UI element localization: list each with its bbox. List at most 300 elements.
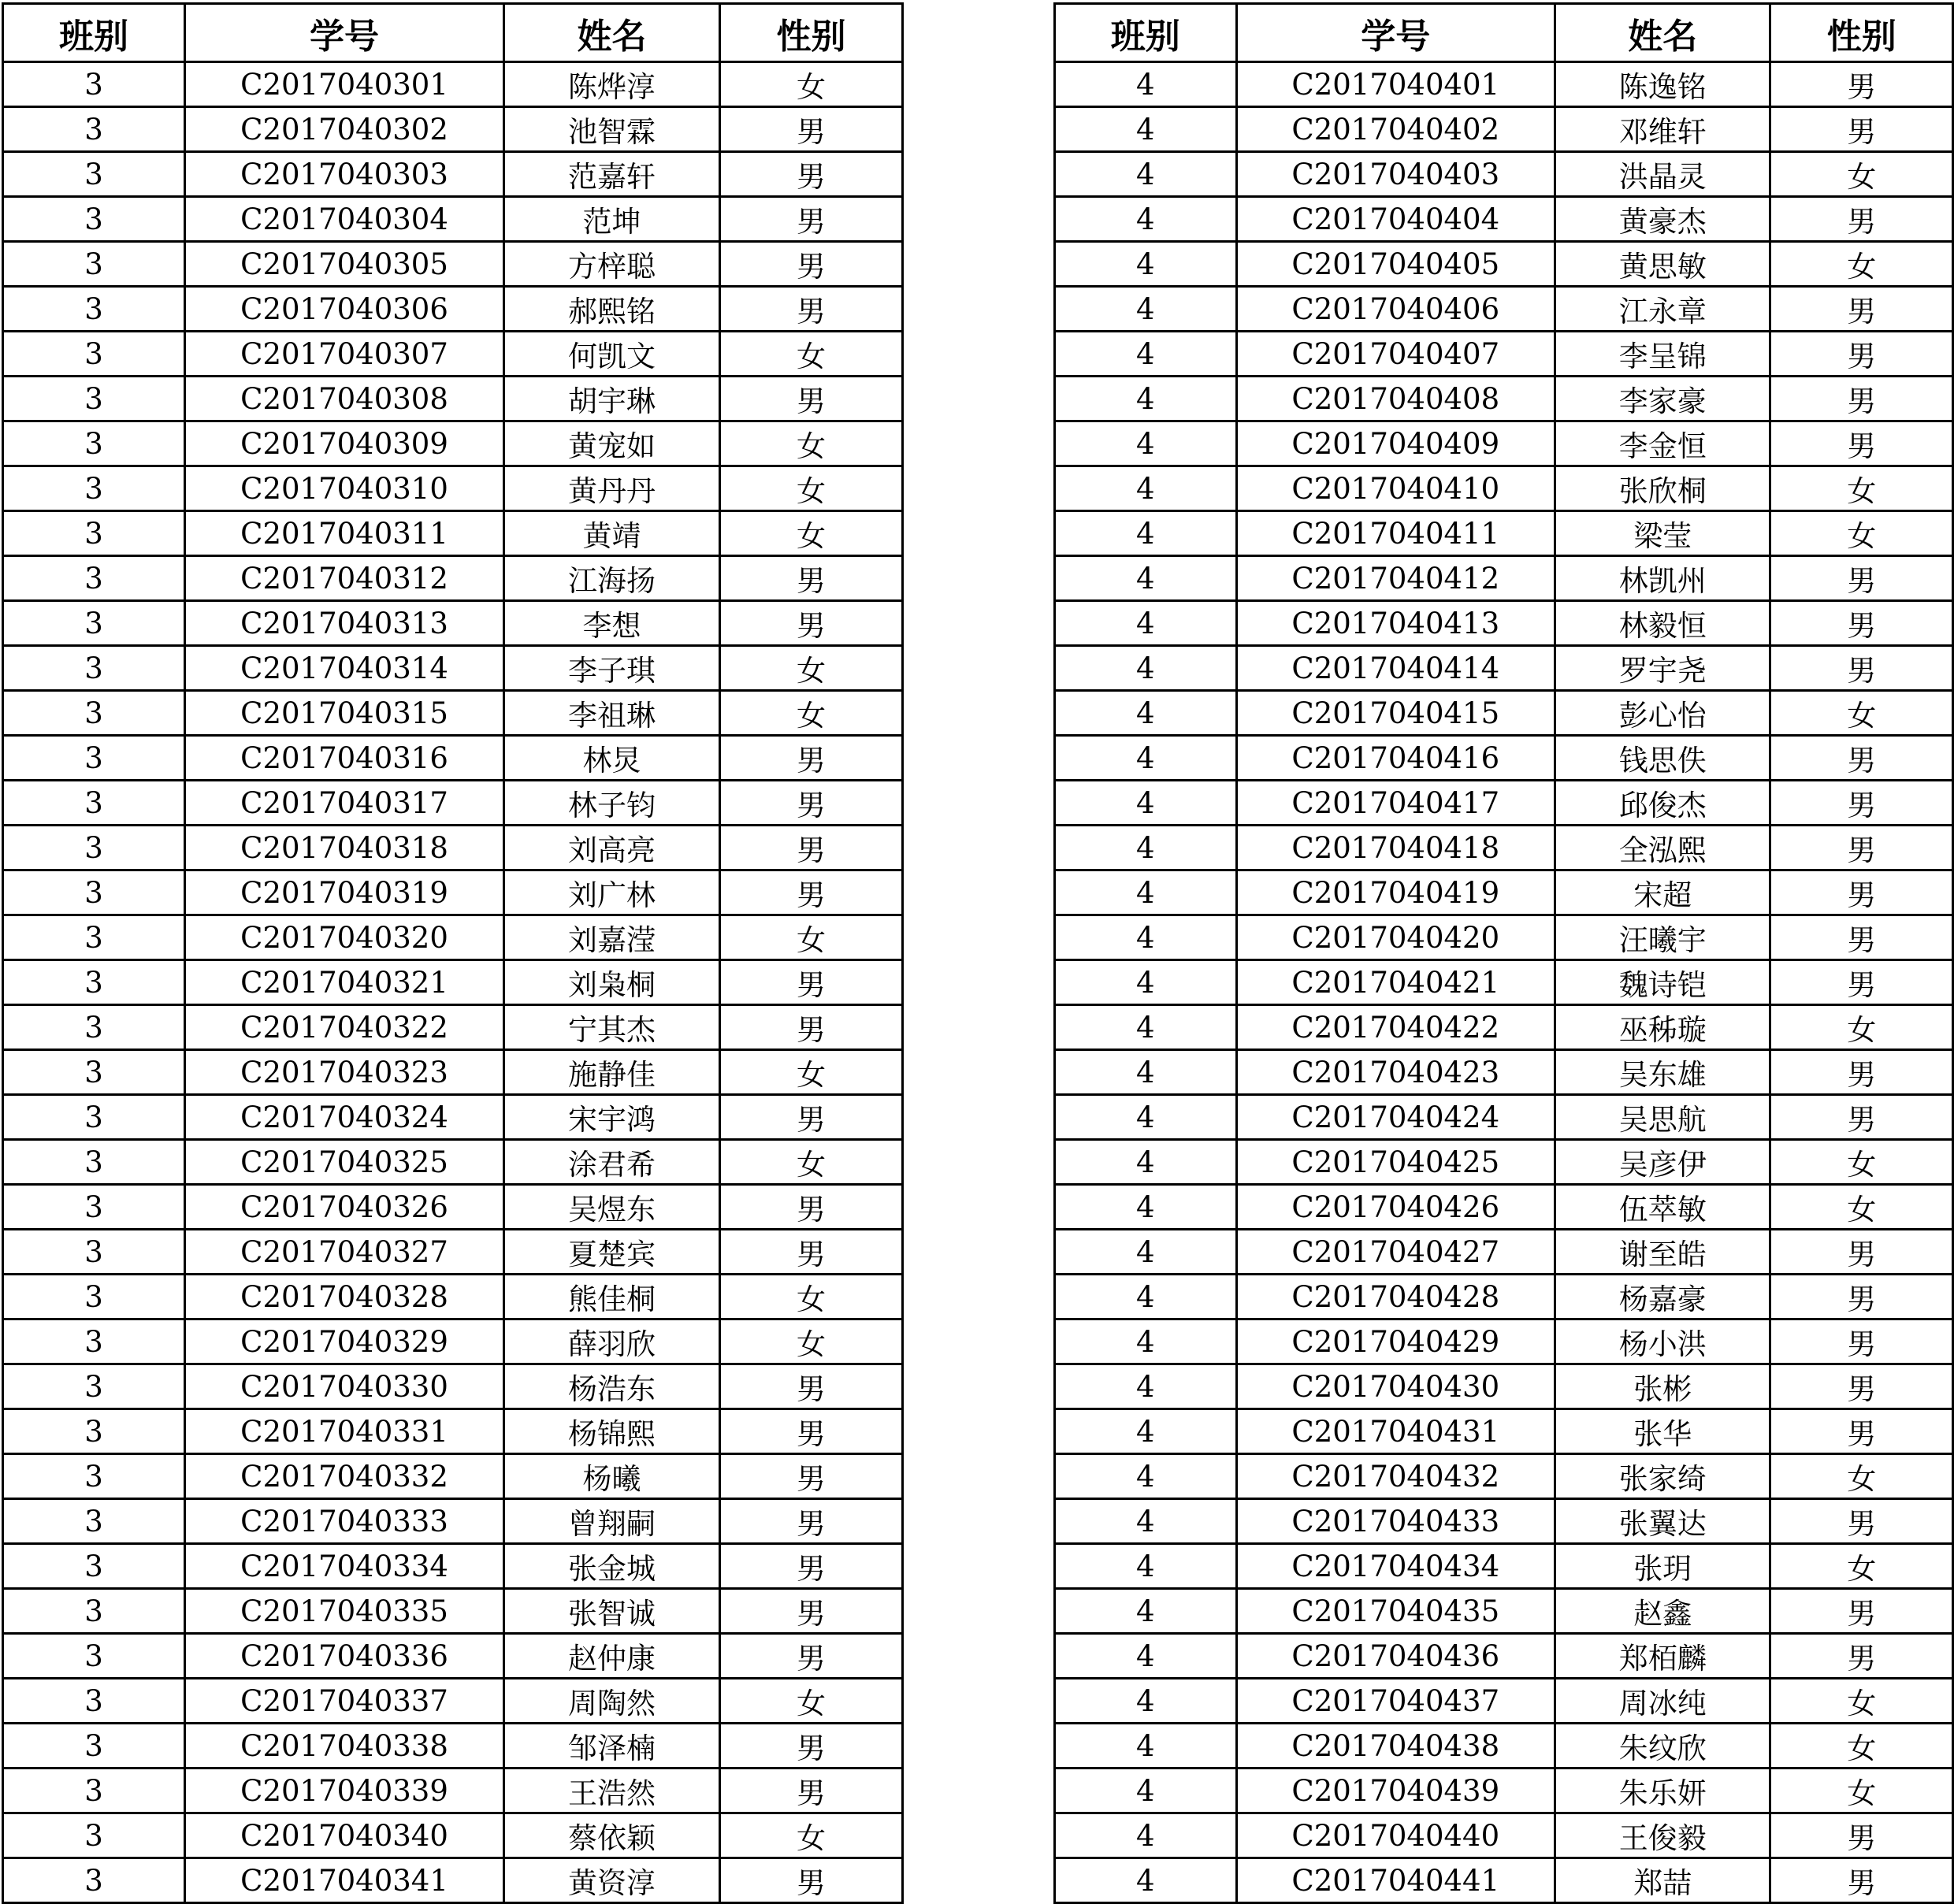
- student-id-cell: C2017040421: [1236, 960, 1555, 1005]
- name-cell: 魏诗铠: [1555, 960, 1770, 1005]
- name-cell: 李家豪: [1555, 377, 1770, 421]
- student-id-cell: C2017040305: [185, 242, 504, 287]
- table-row: [1055, 1095, 1953, 1140]
- table-row: [3, 1544, 903, 1589]
- name-cell: 施静佳: [504, 1050, 720, 1095]
- table-row: [1055, 1679, 1953, 1724]
- class-cell: 3: [3, 332, 185, 377]
- class-cell: 3: [3, 107, 185, 152]
- table-row: [3, 646, 903, 691]
- table-row: [3, 1050, 903, 1095]
- gender-cell: 男: [1770, 870, 1953, 915]
- gender-cell: 女: [720, 1813, 903, 1858]
- class-cell: 3: [3, 1589, 185, 1634]
- class-cell: 4: [1055, 287, 1237, 332]
- name-cell: 全泓熙: [1555, 826, 1770, 870]
- table-row: [1055, 1499, 1953, 1544]
- table-row: [1055, 1409, 1953, 1454]
- student-id-cell: C2017040316: [185, 736, 504, 781]
- name-cell: 郑喆: [1555, 1858, 1770, 1903]
- gender-cell: 男: [1770, 421, 1953, 466]
- gender-cell: 女: [720, 1275, 903, 1319]
- class-3-roster-table: [2, 2, 904, 1904]
- table-row: [1055, 826, 1953, 870]
- gender-cell: 男: [720, 601, 903, 646]
- table-row: [1055, 1185, 1953, 1230]
- gender-cell: 女: [720, 646, 903, 691]
- name-cell: 谢至皓: [1555, 1230, 1770, 1275]
- class-cell: 4: [1055, 826, 1237, 870]
- name-cell: 何凯文: [504, 332, 720, 377]
- gender-cell: 男: [1770, 62, 1953, 107]
- student-id-cell: C2017040320: [185, 915, 504, 960]
- table-row: [3, 556, 903, 601]
- student-id-cell: C2017040412: [1236, 556, 1555, 601]
- name-cell: 邱俊杰: [1555, 781, 1770, 826]
- class-4-roster-table: [1053, 2, 1954, 1904]
- gender-cell: 男: [720, 736, 903, 781]
- table-row: [1055, 601, 1953, 646]
- student-id-cell: C2017040323: [185, 1050, 504, 1095]
- student-id-cell: C2017040427: [1236, 1230, 1555, 1275]
- student-id-cell: C2017040416: [1236, 736, 1555, 781]
- student-id-cell: C2017040440: [1236, 1813, 1555, 1858]
- table-row: [1055, 1589, 1953, 1634]
- table-row: [1055, 1454, 1953, 1499]
- name-cell: 方梓聪: [504, 242, 720, 287]
- name-cell: 洪晶灵: [1555, 152, 1770, 197]
- class-cell: 4: [1055, 242, 1237, 287]
- class-cell: 4: [1055, 1634, 1237, 1679]
- table-row: [3, 287, 903, 332]
- gender-cell: 男: [1770, 556, 1953, 601]
- gender-cell: 男: [720, 870, 903, 915]
- gender-cell: 男: [720, 1589, 903, 1634]
- class-cell: 3: [3, 62, 185, 107]
- name-cell: 李祖琳: [504, 691, 720, 736]
- gender-cell: 男: [1770, 915, 1953, 960]
- name-cell: 张欣桐: [1555, 466, 1770, 511]
- gender-cell: 男: [720, 1095, 903, 1140]
- student-id-cell: C2017040332: [185, 1454, 504, 1499]
- class-cell: 3: [3, 556, 185, 601]
- class-cell: 3: [3, 377, 185, 421]
- student-id-cell: C2017040433: [1236, 1499, 1555, 1544]
- student-id-cell: C2017040341: [185, 1858, 504, 1903]
- table-row: [1055, 646, 1953, 691]
- student-id-cell: C2017040418: [1236, 826, 1555, 870]
- student-id-cell: C2017040313: [185, 601, 504, 646]
- table-row: [1055, 915, 1953, 960]
- gender-cell: 女: [720, 1050, 903, 1095]
- table-row: [3, 870, 903, 915]
- student-id-cell: C2017040426: [1236, 1185, 1555, 1230]
- student-id-cell: C2017040406: [1236, 287, 1555, 332]
- gender-cell: 男: [1770, 107, 1953, 152]
- class-cell: 4: [1055, 466, 1237, 511]
- gender-cell: 男: [720, 242, 903, 287]
- table-row: [3, 511, 903, 556]
- gender-cell: 女: [720, 1319, 903, 1364]
- student-id-cell: C2017040425: [1236, 1140, 1555, 1185]
- class-cell: 3: [3, 1230, 185, 1275]
- class-cell: 3: [3, 1140, 185, 1185]
- name-cell: 巫秭璇: [1555, 1005, 1770, 1050]
- table-row: [3, 377, 903, 421]
- gender-cell: 男: [720, 1005, 903, 1050]
- name-cell: 林毅恒: [1555, 601, 1770, 646]
- gender-cell: 男: [720, 152, 903, 197]
- student-id-cell: C2017040318: [185, 826, 504, 870]
- gender-cell: 女: [1770, 242, 1953, 287]
- name-cell: 宁其杰: [504, 1005, 720, 1050]
- table-row: [3, 242, 903, 287]
- gender-cell: 男: [720, 287, 903, 332]
- table-row: [1055, 736, 1953, 781]
- name-cell: 李子琪: [504, 646, 720, 691]
- class-cell: 4: [1055, 870, 1237, 915]
- class-cell: 4: [1055, 1544, 1237, 1589]
- table-row: [1055, 466, 1953, 511]
- table-row: [3, 1813, 903, 1858]
- table-row: [1055, 870, 1953, 915]
- table-row: [3, 1005, 903, 1050]
- gender-cell: 女: [1770, 1679, 1953, 1724]
- gender-cell: 女: [1770, 511, 1953, 556]
- table-row: [3, 1634, 903, 1679]
- class-cell: 3: [3, 826, 185, 870]
- name-cell: 宋宇鸿: [504, 1095, 720, 1140]
- name-cell: 曾翔嗣: [504, 1499, 720, 1544]
- table-row: [3, 1364, 903, 1409]
- student-id-cell: C2017040312: [185, 556, 504, 601]
- table-row: [1055, 1275, 1953, 1319]
- gender-cell: 女: [1770, 1769, 1953, 1813]
- student-id-cell: C2017040319: [185, 870, 504, 915]
- table-row: [3, 1499, 903, 1544]
- table-row: [1055, 1769, 1953, 1813]
- table-row: [3, 1275, 903, 1319]
- gender-cell: 男: [720, 1454, 903, 1499]
- header-row: [3, 4, 903, 62]
- table-row: [1055, 1050, 1953, 1095]
- name-cell: 刘广林: [504, 870, 720, 915]
- table-row: [3, 826, 903, 870]
- class-cell: 4: [1055, 1230, 1237, 1275]
- student-id-cell: C2017040429: [1236, 1319, 1555, 1364]
- table-row: [3, 960, 903, 1005]
- student-id-cell: C2017040336: [185, 1634, 504, 1679]
- student-id-cell: C2017040330: [185, 1364, 504, 1409]
- name-cell: 王俊毅: [1555, 1813, 1770, 1858]
- gender-cell: 男: [1770, 1813, 1953, 1858]
- student-id-cell: C2017040401: [1236, 62, 1555, 107]
- gender-cell: 男: [1770, 332, 1953, 377]
- student-id-cell: C2017040420: [1236, 915, 1555, 960]
- gender-cell: 女: [720, 62, 903, 107]
- class-cell: 3: [3, 197, 185, 242]
- name-cell: 陈逸铭: [1555, 62, 1770, 107]
- student-id-cell: C2017040428: [1236, 1275, 1555, 1319]
- gender-cell: 女: [1770, 1454, 1953, 1499]
- student-id-cell: C2017040438: [1236, 1724, 1555, 1769]
- class-cell: 3: [3, 1679, 185, 1724]
- gender-cell: 男: [720, 1499, 903, 1544]
- name-cell: 张华: [1555, 1409, 1770, 1454]
- class-cell: 3: [3, 1454, 185, 1499]
- name-cell: 郝熙铭: [504, 287, 720, 332]
- gender-cell: 女: [1770, 466, 1953, 511]
- table-row: [1055, 197, 1953, 242]
- gender-cell: 男: [720, 1409, 903, 1454]
- class-cell: 4: [1055, 1499, 1237, 1544]
- class-cell: 4: [1055, 1858, 1237, 1903]
- class-cell: 4: [1055, 646, 1237, 691]
- name-cell: 范坤: [504, 197, 720, 242]
- gender-cell: 女: [1770, 1724, 1953, 1769]
- class-cell: 3: [3, 421, 185, 466]
- gender-cell: 女: [1770, 152, 1953, 197]
- student-id-cell: C2017040304: [185, 197, 504, 242]
- table-row: [1055, 781, 1953, 826]
- class-cell: 3: [3, 1364, 185, 1409]
- class-cell: 3: [3, 1319, 185, 1364]
- class-cell: 3: [3, 1724, 185, 1769]
- class-cell: 3: [3, 1409, 185, 1454]
- class-cell: 4: [1055, 915, 1237, 960]
- name-cell: 张金城: [504, 1544, 720, 1589]
- gender-cell: 女: [1770, 1005, 1953, 1050]
- gender-cell: 男: [1770, 1634, 1953, 1679]
- table-row: [3, 1679, 903, 1724]
- header-student-id: 学号: [1236, 4, 1555, 62]
- student-id-cell: C2017040419: [1236, 870, 1555, 915]
- student-id-cell: C2017040439: [1236, 1769, 1555, 1813]
- name-cell: 钱思佚: [1555, 736, 1770, 781]
- table-row: [1055, 377, 1953, 421]
- gender-cell: 男: [720, 377, 903, 421]
- gender-cell: 男: [720, 1230, 903, 1275]
- class-cell: 3: [3, 870, 185, 915]
- name-cell: 王浩然: [504, 1769, 720, 1813]
- name-cell: 吴煜东: [504, 1185, 720, 1230]
- class-cell: 3: [3, 1185, 185, 1230]
- student-id-cell: C2017040329: [185, 1319, 504, 1364]
- header-gender: 性别: [1770, 4, 1953, 62]
- gender-cell: 男: [1770, 1858, 1953, 1903]
- gender-cell: 男: [1770, 1319, 1953, 1364]
- student-id-cell: C2017040322: [185, 1005, 504, 1050]
- header-class: 班别: [1055, 4, 1237, 62]
- table-row: [3, 197, 903, 242]
- name-cell: 郑栢麟: [1555, 1634, 1770, 1679]
- table-row: [1055, 421, 1953, 466]
- name-cell: 汪曦宇: [1555, 915, 1770, 960]
- table-row: [1055, 62, 1953, 107]
- gender-cell: 男: [1770, 960, 1953, 1005]
- class-cell: 3: [3, 242, 185, 287]
- student-id-cell: C2017040435: [1236, 1589, 1555, 1634]
- student-id-cell: C2017040337: [185, 1679, 504, 1724]
- header-student-id: 学号: [185, 4, 504, 62]
- table-row: [3, 691, 903, 736]
- class-cell: 4: [1055, 1769, 1237, 1813]
- table-row: [3, 1724, 903, 1769]
- class-cell: 3: [3, 736, 185, 781]
- student-id-cell: C2017040315: [185, 691, 504, 736]
- gender-cell: 男: [1770, 1499, 1953, 1544]
- gender-cell: 男: [1770, 781, 1953, 826]
- name-cell: 黄资淳: [504, 1858, 720, 1903]
- table-row: [1055, 1544, 1953, 1589]
- student-id-cell: C2017040308: [185, 377, 504, 421]
- table-row: [1055, 1005, 1953, 1050]
- table-row: [1055, 691, 1953, 736]
- name-cell: 杨锦熙: [504, 1409, 720, 1454]
- student-id-cell: C2017040317: [185, 781, 504, 826]
- table-row: [3, 466, 903, 511]
- gender-cell: 男: [1770, 1230, 1953, 1275]
- student-id-cell: C2017040333: [185, 1499, 504, 1544]
- table-row: [3, 421, 903, 466]
- name-cell: 杨浩东: [504, 1364, 720, 1409]
- name-cell: 刘嘉滢: [504, 915, 720, 960]
- table-row: [3, 601, 903, 646]
- table-row: [3, 332, 903, 377]
- gender-cell: 男: [1770, 601, 1953, 646]
- student-id-cell: C2017040432: [1236, 1454, 1555, 1499]
- class-cell: 4: [1055, 1409, 1237, 1454]
- gender-cell: 男: [720, 781, 903, 826]
- gender-cell: 男: [1770, 1095, 1953, 1140]
- class-cell: 4: [1055, 601, 1237, 646]
- class-cell: 4: [1055, 1050, 1237, 1095]
- name-cell: 李呈锦: [1555, 332, 1770, 377]
- student-id-cell: C2017040437: [1236, 1679, 1555, 1724]
- table-row: [3, 1454, 903, 1499]
- gender-cell: 男: [1770, 826, 1953, 870]
- table-row: [3, 915, 903, 960]
- class-cell: 3: [3, 1275, 185, 1319]
- class-cell: 4: [1055, 62, 1237, 107]
- gender-cell: 男: [720, 960, 903, 1005]
- name-cell: 吴思航: [1555, 1095, 1770, 1140]
- table-row: [3, 781, 903, 826]
- class-cell: 4: [1055, 691, 1237, 736]
- class-cell: 4: [1055, 1185, 1237, 1230]
- class-cell: 4: [1055, 332, 1237, 377]
- gender-cell: 女: [720, 1140, 903, 1185]
- table-row: [1055, 1364, 1953, 1409]
- name-cell: 林凯州: [1555, 556, 1770, 601]
- class-cell: 3: [3, 1005, 185, 1050]
- student-id-cell: C2017040430: [1236, 1364, 1555, 1409]
- table-row: [3, 62, 903, 107]
- name-cell: 张家绮: [1555, 1454, 1770, 1499]
- table-row: [3, 1858, 903, 1903]
- table-row: [3, 1769, 903, 1813]
- class-cell: 3: [3, 691, 185, 736]
- gender-cell: 女: [1770, 691, 1953, 736]
- name-cell: 李想: [504, 601, 720, 646]
- gender-cell: 女: [720, 332, 903, 377]
- gender-cell: 男: [1770, 1275, 1953, 1319]
- name-cell: 朱纹欣: [1555, 1724, 1770, 1769]
- class-cell: 4: [1055, 1095, 1237, 1140]
- name-cell: 陈烨淳: [504, 62, 720, 107]
- table-row: [1055, 1813, 1953, 1858]
- header-name: 姓名: [504, 4, 720, 62]
- class-cell: 4: [1055, 556, 1237, 601]
- student-id-cell: C2017040405: [1236, 242, 1555, 287]
- class-cell: 3: [3, 1813, 185, 1858]
- name-cell: 范嘉轩: [504, 152, 720, 197]
- table-row: [3, 1319, 903, 1364]
- gender-cell: 女: [1770, 1544, 1953, 1589]
- student-id-cell: C2017040409: [1236, 421, 1555, 466]
- gender-cell: 男: [1770, 197, 1953, 242]
- class-cell: 4: [1055, 1679, 1237, 1724]
- gender-cell: 女: [720, 421, 903, 466]
- class-cell: 3: [3, 466, 185, 511]
- table-body: [3, 62, 903, 1903]
- gender-cell: 女: [720, 511, 903, 556]
- student-id-cell: C2017040311: [185, 511, 504, 556]
- gender-cell: 女: [1770, 1140, 1953, 1185]
- gender-cell: 男: [1770, 1364, 1953, 1409]
- table-row: [1055, 152, 1953, 197]
- table-row: [1055, 1858, 1953, 1903]
- gender-cell: 男: [720, 1724, 903, 1769]
- table-row: [3, 107, 903, 152]
- class-cell: 4: [1055, 197, 1237, 242]
- gender-cell: 男: [720, 107, 903, 152]
- name-cell: 林子钧: [504, 781, 720, 826]
- class-cell: 3: [3, 1095, 185, 1140]
- gender-cell: 男: [1770, 1409, 1953, 1454]
- name-cell: 吴东雄: [1555, 1050, 1770, 1095]
- student-id-cell: C2017040408: [1236, 377, 1555, 421]
- student-id-cell: C2017040410: [1236, 466, 1555, 511]
- gender-cell: 男: [1770, 377, 1953, 421]
- table-row: [1055, 1140, 1953, 1185]
- class-cell: 4: [1055, 1724, 1237, 1769]
- gender-cell: 男: [1770, 1050, 1953, 1095]
- name-cell: 刘枭桐: [504, 960, 720, 1005]
- gender-cell: 男: [720, 1185, 903, 1230]
- name-cell: 黄丹丹: [504, 466, 720, 511]
- header-gender: 性别: [720, 4, 903, 62]
- student-id-cell: C2017040338: [185, 1724, 504, 1769]
- name-cell: 张翼达: [1555, 1499, 1770, 1544]
- table-row: [1055, 556, 1953, 601]
- student-id-cell: C2017040327: [185, 1230, 504, 1275]
- table-row: [3, 1185, 903, 1230]
- class-cell: 3: [3, 1634, 185, 1679]
- name-cell: 李金恒: [1555, 421, 1770, 466]
- student-id-cell: C2017040436: [1236, 1634, 1555, 1679]
- student-id-cell: C2017040334: [185, 1544, 504, 1589]
- gender-cell: 男: [720, 826, 903, 870]
- student-id-cell: C2017040434: [1236, 1544, 1555, 1589]
- gender-cell: 男: [1770, 736, 1953, 781]
- table-row: [1055, 960, 1953, 1005]
- name-cell: 罗宇尧: [1555, 646, 1770, 691]
- class-cell: 4: [1055, 152, 1237, 197]
- name-cell: 黄思敏: [1555, 242, 1770, 287]
- class-cell: 3: [3, 1499, 185, 1544]
- student-id-cell: C2017040407: [1236, 332, 1555, 377]
